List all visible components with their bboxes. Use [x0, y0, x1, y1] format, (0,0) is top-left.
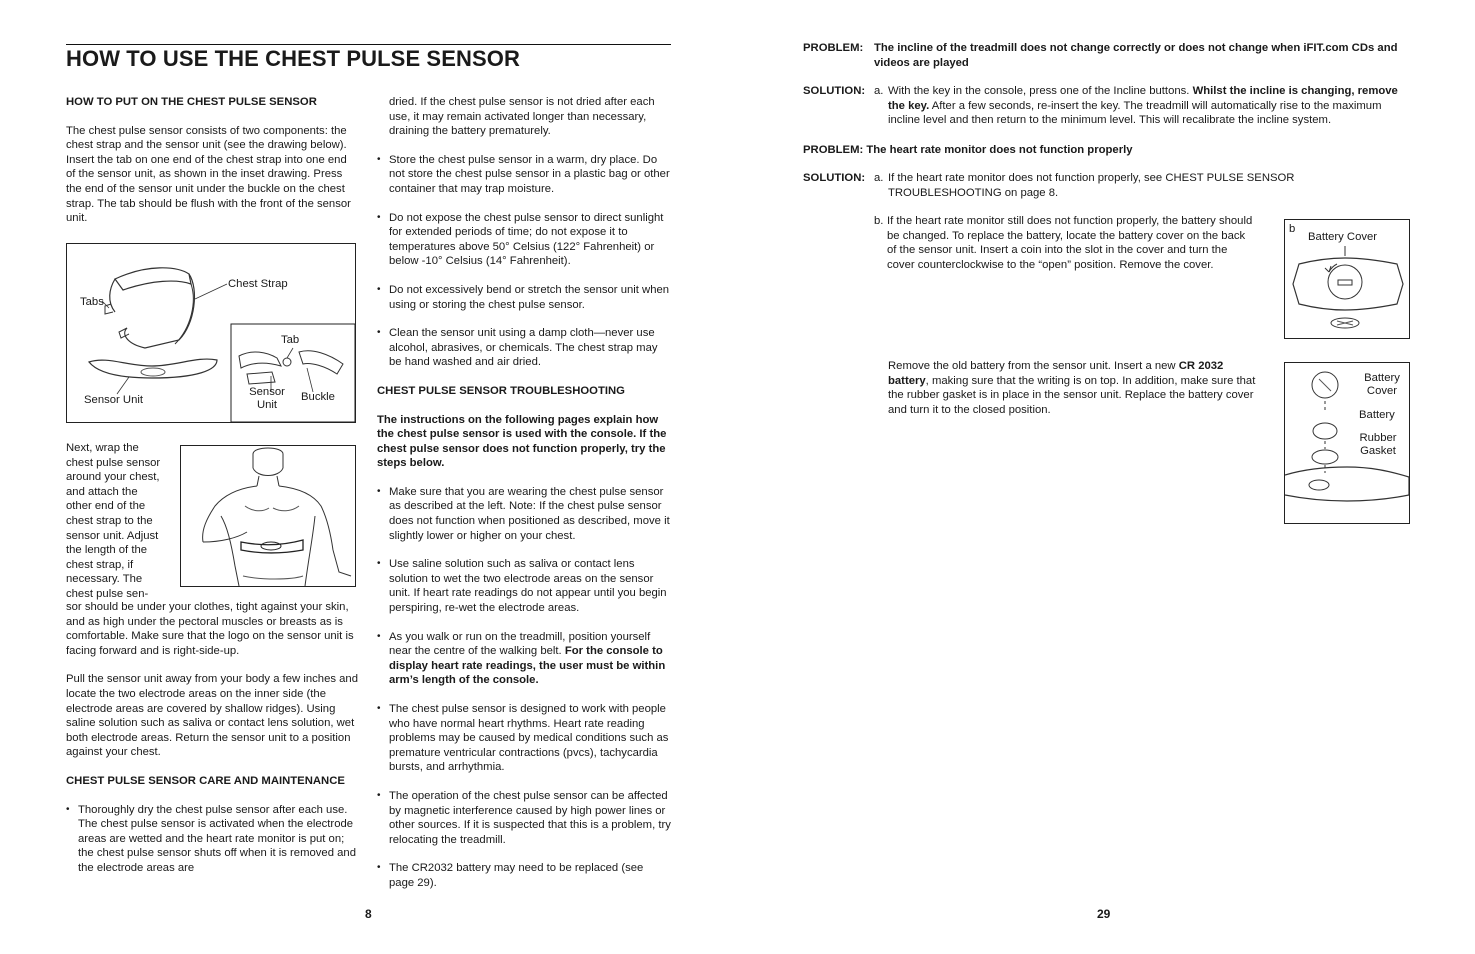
- remove-battery-text-bold: CR 2032 battery: [888, 360, 1224, 387]
- label-tab: Tab: [281, 334, 300, 346]
- remove-battery-text-a: Remove the old battery from the sensor unit. Insert a new: [888, 360, 1176, 372]
- page-title: HOW TO USE THE CHEST PULSE SENSOR: [66, 46, 520, 71]
- put-on-paragraph-2-rest: sor should be under your clothes, tight against your skin, and as high under the pectoral muscles or breasts as is comfortable. Make sure that the logo on the sensor unit is facing forward and is right-side-up.: [66, 601, 354, 657]
- care-heading: CHEST PULSE SENSOR CARE AND MAINTENANCE: [66, 774, 345, 787]
- solution-2-text: If the heart rate monitor does not function properly, see CHEST PULSE SENSOR TROUBLESHOOTING on page 8.: [888, 172, 1295, 199]
- solution-1-text-a: With the key in the console, press one of the Incline buttons.: [888, 85, 1190, 97]
- solution-2-label: SOLUTION:: [803, 172, 866, 184]
- problem-1-text: The incline of the treadmill does not change correctly or does not change when iFIT.com CDs and videos are played: [874, 42, 1398, 69]
- solution-1-label: SOLUTION:: [803, 85, 866, 97]
- label-chest-strap: Chest Strap: [228, 278, 288, 290]
- solution-1-text: [888, 84, 1414, 128]
- solution-1-letter: a.: [874, 85, 884, 97]
- troubleshooting-bullet-3-bold: For the console to display heart rate readings, the user must be within arm’s length of the console.: [389, 645, 666, 687]
- troubleshooting-bullet-1: • Make sure that you are wearing the chest pulse sensor as described at the left. Note: If the chest pulse sensor does not function when positioned as described, move it slightly lower or higher on your chest.: [377, 485, 671, 543]
- troubleshooting-bullet-4: • The chest pulse sensor is designed to work with people who have normal heart rhythms. Heart rate reading problems may be caused by medical conditions such as premature ventricular contractions (pvcs), tachycardia bursts, and arrhythmia.: [377, 702, 671, 775]
- person-drawing: [181, 446, 355, 586]
- figure-b-letter: b: [1289, 223, 1296, 235]
- care-bullet-1a: • Thoroughly dry the chest pulse sensor after each use. The chest pulse sensor is activated when the electrode areas are wetted and the heart rate monitor is put on; the chest pulse sensor shuts off when it is removed and the electrode areas are: [66, 803, 358, 876]
- care-bullet-2: • Store the chest pulse sensor in a warm, dry place. Do not store the chest pulse sensor in a plastic bag or other container that may trap moisture.: [377, 153, 671, 197]
- put-on-paragraph-1: The chest pulse sensor consists of two components: the chest strap and the sensor unit (see the drawing below). Insert the tab on one end of the chest strap into one end of the sensor unit, as shown in the inset drawing. Press the end of the sensor unit under the buckle on the chest strap. The tab should be flush with the front of the sensor unit.: [66, 124, 351, 225]
- title-rule: [66, 44, 671, 45]
- page-number-right: 29: [1097, 907, 1111, 921]
- solution-1-text-bold: Whilst the incline is changing, remove the key.: [888, 85, 1398, 112]
- problem-1-label: PROBLEM:: [803, 42, 864, 54]
- label-sensor-unit: Sensor Unit: [84, 394, 144, 406]
- left-column-top: [66, 95, 358, 226]
- battery-cover-drawing: [1285, 220, 1409, 338]
- remove-battery-text: [888, 359, 1260, 417]
- battery-cover-figure: [1284, 219, 1410, 339]
- care-bullet-1b: dried. If the chest pulse sensor is not dried after each use, it may remain activated longer than necessary, draining the battery prematurely.: [389, 96, 655, 138]
- troubleshooting-bullet-3: [377, 630, 671, 688]
- care-bullet-4: • Do not excessively bend or stretch the sensor unit when using or storing the chest pulse sensor.: [377, 283, 671, 312]
- troubleshooting-intro: The instructions on the following pages explain how the chest pulse sensor is used with the console. If the chest pulse sensor does not function properly, try the steps below.: [377, 413, 667, 470]
- battery-exploded-figure: [1284, 362, 1410, 524]
- figure-b-label: Battery Cover: [1308, 231, 1378, 243]
- put-on-paragraph-3: Pull the sensor unit away from your body a few inches and locate the two electrode areas on the inner side (the electrode areas are covered by shallow ridges). Using saline solution such as saliva or contact lens solution, wet both electrode areas. Return the sensor unit to a position against your chest.: [66, 673, 358, 759]
- label-buckle: Buckle: [301, 391, 335, 403]
- label-rubber-gasket: Rubber Gasket: [1359, 432, 1397, 457]
- troubleshooting-bullet-6: • The CR2032 battery may need to be replaced (see page 29).: [377, 861, 671, 890]
- left-column-bottom: [66, 600, 358, 890]
- label-battery: Battery: [1359, 409, 1395, 421]
- troubleshooting-bullet-3-text: As you walk or run on the treadmill, position yourself near the centre of the walking belt.: [389, 630, 651, 658]
- person-wearing-sensor-figure: [180, 445, 356, 587]
- problem-2: PROBLEM: The heart rate monitor does not function properly: [803, 144, 1133, 156]
- label-sensor-unit-inset: Sensor Unit: [249, 386, 285, 411]
- troubleshooting-heading: CHEST PULSE SENSOR TROUBLESHOOTING: [377, 384, 625, 397]
- page-number-left: 8: [365, 907, 372, 921]
- label-tabs: Tabs: [80, 296, 104, 308]
- solution-2b-letter: b.: [874, 215, 884, 227]
- chest-strap-diagram: [66, 243, 356, 423]
- label-battery-cover: Battery Cover: [1364, 372, 1400, 397]
- put-on-heading: HOW TO PUT ON THE CHEST PULSE SENSOR: [66, 96, 317, 108]
- troubleshooting-bullet-2: • Use saline solution such as saliva or contact lens solution to wet the two electrode areas on the sensor unit. If heart rate readings do not appear until you begin perspiring, re-wet the electrode areas.: [377, 557, 671, 615]
- wrap-paragraph: Next, wrap the chest pulse sensor around your chest, and attach the other end of the chest strap to the sensor unit. Adjust the length of the chest strap, if necessary. The chest pulse sen-: [66, 442, 161, 600]
- remove-battery-text-b: , making sure that the writing is on top. In addition, make sure that the rubber gasket is in place in the sensor unit. Replace the battery cover and turn it to the closed position.: [888, 374, 1256, 416]
- solution-2b-text: If the heart rate monitor still does not function properly, the battery should be changed. To replace the battery, locate the battery cover on the back of the sensor unit. Insert a coin into the slot in the cover and turn the cover counterclockwise to the “open” position. Remove the cover.: [887, 215, 1253, 271]
- solution-2-letter: a.: [874, 172, 884, 184]
- troubleshooting-bullet-5: • The operation of the chest pulse sensor can be affected by magnetic interference caused by high power lines or other sources. If it is suspected that this is a problem, try relocating the treadmill.: [377, 789, 671, 847]
- care-bullet-5: • Clean the sensor unit using a damp cloth—never use alcohol, abrasives, or chemicals. The chest strap may be hand washed and air dried.: [377, 326, 671, 370]
- care-bullet-3: • Do not expose the chest pulse sensor to direct sunlight for extended periods of time; do not expose it to temperatures above 50° Celsius (122° Fahrenheit) or below -10° Celsius (14° Fahrenheit).: [377, 211, 671, 269]
- solution-1-text-b: After a few seconds, re-insert the key. The treadmill will automatically rise to the maximum incline level and then return to the minimum level. This will recalibrate the incline system.: [888, 99, 1382, 127]
- middle-column: [377, 95, 671, 905]
